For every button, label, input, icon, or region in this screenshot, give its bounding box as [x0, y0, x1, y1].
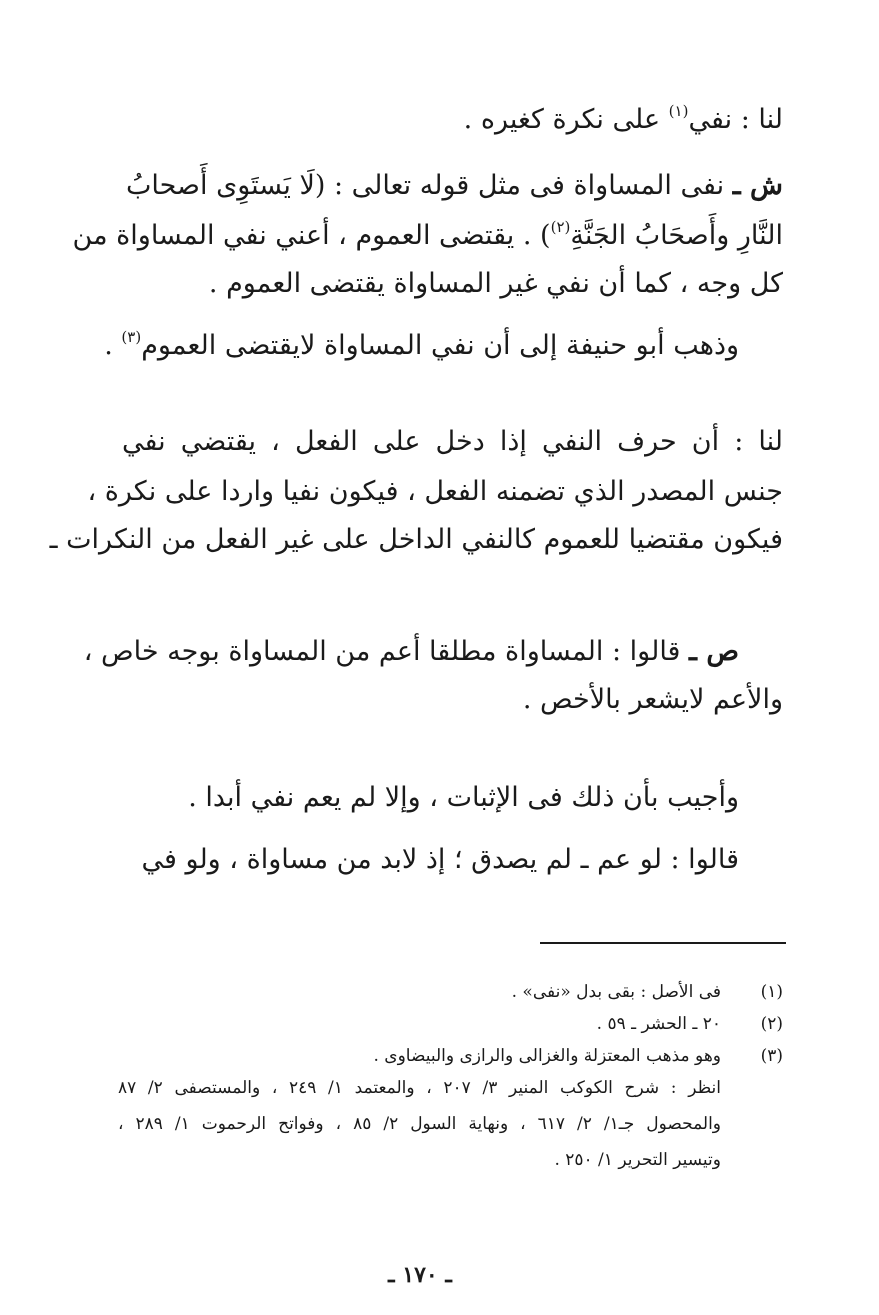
- footnote-text: وتيسير التحرير ١/ ٢٥٠ .: [554, 1150, 721, 1170]
- footnote-ref-2[interactable]: (٢): [550, 218, 571, 236]
- text-run: لنا : نفي: [688, 104, 783, 135]
- text-run: ) . يقتضى العموم ، أعني نفي المساواة من: [72, 220, 551, 251]
- text-run: جنس المصدر الذي تضمنه الفعل ، فيكون نفيا واردا على نكرة ،: [87, 476, 783, 507]
- paragraph-4-line-3: [49, 520, 783, 560]
- text-run: كل وجه ، كما أن نفي غير المساواة يقتضى العموم .: [208, 268, 783, 299]
- footnote-3-continuation-1: [0, 1076, 879, 1100]
- text-run: قالوا : المساواة مطلقا أعم من المساواة بوجه خاص ،: [83, 636, 690, 667]
- footnote-text: ٢٠ ـ الحشر ـ ٥٩ .: [596, 1014, 721, 1034]
- footnote-3-continuation-2: [0, 1112, 879, 1136]
- footnote-text: انظر : شرح الكوكب المنير ٣/ ٢٠٧ ، والمعتمد ١/ ٢٤٩ ، والمستصفى ٢/ ٨٧: [118, 1078, 721, 1098]
- footnote-number: (٢): [760, 1014, 783, 1034]
- paragraph-6-line-2: [142, 840, 739, 880]
- footnote-text: فى الأصل : بقى بدل «نفى» .: [511, 982, 721, 1002]
- footnote-text: وهو مذهب المعتزلة والغزالى والرازى والبيضاوى .: [373, 1046, 721, 1066]
- paragraph-2-line-1: [126, 166, 783, 206]
- section-label-sad: ص ـ: [689, 636, 739, 667]
- text-run: وأجيب بأن ذلك فى الإثبات ، وإلا لم يعم نفي أبدا .: [188, 782, 739, 813]
- paragraph-4-line-1: [122, 422, 783, 462]
- footnote-2: [0, 1012, 879, 1036]
- footnote-number: (٣): [760, 1046, 783, 1066]
- text-run: لنا : أن حرف النفي إذا دخل على الفعل ، يقتضي نفي: [122, 426, 783, 457]
- text-run: نفى المساواة فى مثل قوله تعالى : (لَا يَستَوِى أَصحابُ: [125, 170, 733, 201]
- footnote-text: والمحصول جـ١/ ٢/ ٦١٧ ، ونهاية السول ٢/ ٨٥ ، وفواتح الرحموت ١/ ٢٨٩ ،: [118, 1114, 722, 1134]
- text-run: .: [104, 330, 122, 361]
- footnote-3: [0, 1044, 879, 1068]
- page-number: ـ ١٧٠ ـ: [388, 1262, 452, 1288]
- quran-verse-text: النَّارِ وأَصحَابُ الجَنَّةِ: [570, 220, 783, 251]
- paragraph-5-line-2: [523, 680, 783, 720]
- footnote-ref-3[interactable]: (٣): [121, 328, 142, 346]
- text-run: فيكون مقتضيا للعموم كالنفي الداخل على غير الفعل من النكرات ـ: [49, 524, 783, 555]
- paragraph-2-line-2: [72, 216, 783, 256]
- footnote-3-continuation-3: [0, 1148, 879, 1172]
- text-run: والأعم لايشعر بالأخص .: [522, 684, 783, 715]
- paragraph-3-line-1: [104, 326, 739, 366]
- paragraph-1-line-1: [464, 100, 783, 140]
- paragraph-5-line-1: [84, 632, 739, 672]
- footnote-separator: [540, 942, 786, 944]
- footnote-number: (١): [760, 982, 783, 1002]
- section-label-sh: ش ـ: [732, 170, 783, 201]
- footnote-1: [0, 980, 879, 1004]
- paragraph-2-line-3: [209, 264, 783, 304]
- paragraph-4-line-2: [87, 472, 783, 512]
- text-run: على نكرة كغيره .: [463, 104, 669, 135]
- text-run: قالوا : لو عم ـ لم يصدق ؛ إذ لابد من مساواة ، ولو في: [141, 844, 739, 875]
- text-run: وذهب أبو حنيفة إلى أن نفي المساواة لايقتضى العموم: [141, 330, 739, 361]
- paragraph-6-line-1: [188, 778, 739, 818]
- footnote-ref-1[interactable]: (١): [668, 102, 689, 120]
